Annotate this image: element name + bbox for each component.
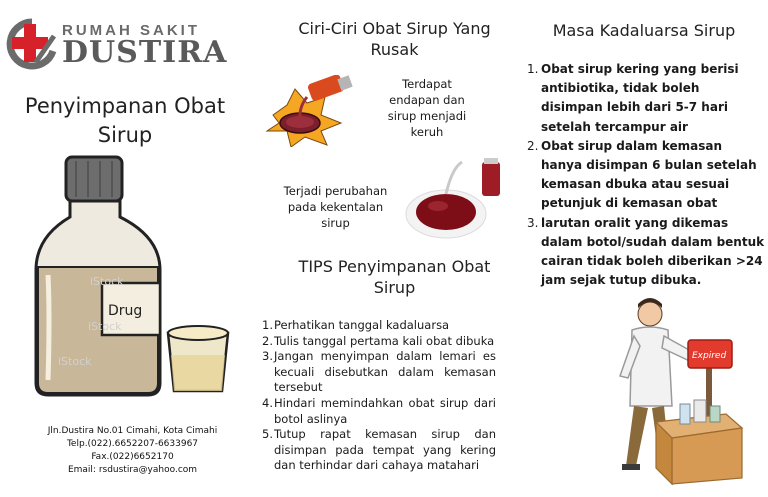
list-item: [527, 60, 765, 137]
page-title-line1: Penyimpanan Obat: [24, 94, 226, 118]
hospital-logo-icon: [6, 18, 58, 70]
contact-phone: Telp.(022).6652207-6633967: [66, 439, 199, 449]
contact-info: [30, 425, 235, 477]
watermark-text-3: iStock: [58, 355, 92, 368]
list-item-text: Jangan menyimpan dalam lemari es kecuali disebutkan dalam kemasan tersebut: [274, 349, 496, 395]
logo-text-rumah-sakit: RUMAH SAKIT: [62, 22, 200, 39]
list-item-number: 3.: [262, 349, 273, 364]
list-item: [262, 396, 496, 427]
list-item-text: Tulis tanggal pertama kali obat dibuka: [274, 333, 495, 348]
logo-text-dustira: DUSTIRA: [62, 35, 228, 70]
list-item: [527, 137, 765, 214]
tips-list: [262, 318, 496, 474]
list-item: [527, 214, 765, 291]
expired-sign-text: Expired: [692, 351, 727, 361]
list-item-text: larutan oralit yang dikemas dalam botol/sudah dalam bentuk cairan tidak boleh diberikan >24 jam sejak tutup dibuka.: [541, 215, 765, 288]
list-item-text: Hindari memindahkan obat sirup dari botol aslinya: [274, 395, 496, 426]
list-item-number: 4.: [262, 395, 273, 410]
section-title-tips-line2: Sirup: [373, 278, 416, 297]
list-item-text: Obat sirup kering yang berisi antibiotika, tidak boleh disimpan lebih dari 5-7 hari setelah tercampur air: [541, 62, 739, 134]
section-title-ciri-line1: Ciri-Ciri Obat Sirup Yang: [298, 19, 491, 38]
section-title-tips-line1: TIPS Penyimpanan Obat: [298, 257, 491, 276]
list-item-number: 1.: [262, 318, 273, 332]
list-item: [262, 349, 496, 396]
list-item-number: 3.: [527, 215, 539, 230]
list-item-text: Obat sirup dalam kemasan hanya disimpan 6 bulan setelah kemasan dbuka atau sesuai petunjuk di kemasan obat: [541, 138, 757, 211]
caption-viscosity: [268, 183, 403, 231]
section-title-masa: Masa Kadaluarsa Sirup: [552, 21, 736, 40]
expiry-list: [527, 60, 765, 290]
caption-viscosity-line: Terjadi perubahan: [283, 184, 388, 198]
contact-address: Jln.Dustira No.01 Cimahi, Kota Cimahi: [47, 426, 218, 436]
syrup-bottle-illustration: [28, 155, 243, 405]
list-item: [262, 427, 496, 474]
caption-sediment-line: endapan dan: [389, 93, 465, 107]
contact-fax: Fax.(022)6652170: [91, 452, 174, 462]
contact-email: Email: rsdustira@yahoo.com: [67, 465, 198, 475]
caption-viscosity-line: sirup: [321, 216, 350, 230]
watermark-text: iStock: [90, 275, 124, 288]
section-title-ciri: [282, 18, 507, 60]
syrup-bowl-photo: [402, 158, 502, 242]
caption-sediment-line: sirup menjadi: [387, 109, 467, 123]
list-item-number: 2.: [262, 333, 273, 348]
watermark-text-2: iStock: [88, 320, 122, 333]
section-title-ciri-line2: Rusak: [370, 40, 419, 59]
section-title-tips: [282, 256, 507, 298]
list-item-number: 1.: [527, 62, 539, 76]
caption-sediment: [372, 76, 482, 140]
syrup-pouring-illustration: [255, 75, 353, 147]
pharmacist-expired-illustration: [560, 296, 750, 486]
bottle-label-text: Drug: [108, 303, 143, 319]
page-title-line2: Sirup: [97, 123, 153, 147]
caption-sediment-line: keruh: [410, 125, 444, 139]
list-item-text: Tutup rapat kemasan sirup dan disimpan pada tempat yang kering dan terhindar dari cahaya matahari: [274, 427, 496, 473]
list-item: [262, 334, 496, 350]
page-title: [0, 92, 250, 150]
caption-viscosity-line: pada kekentalan: [287, 200, 384, 214]
list-item: [262, 318, 496, 334]
list-item-number: 2.: [527, 138, 539, 153]
list-item-number: 5.: [262, 427, 273, 442]
list-item-text: Perhatikan tanggal kadaluarsa: [274, 318, 450, 332]
caption-sediment-line: Terdapat: [402, 77, 452, 91]
